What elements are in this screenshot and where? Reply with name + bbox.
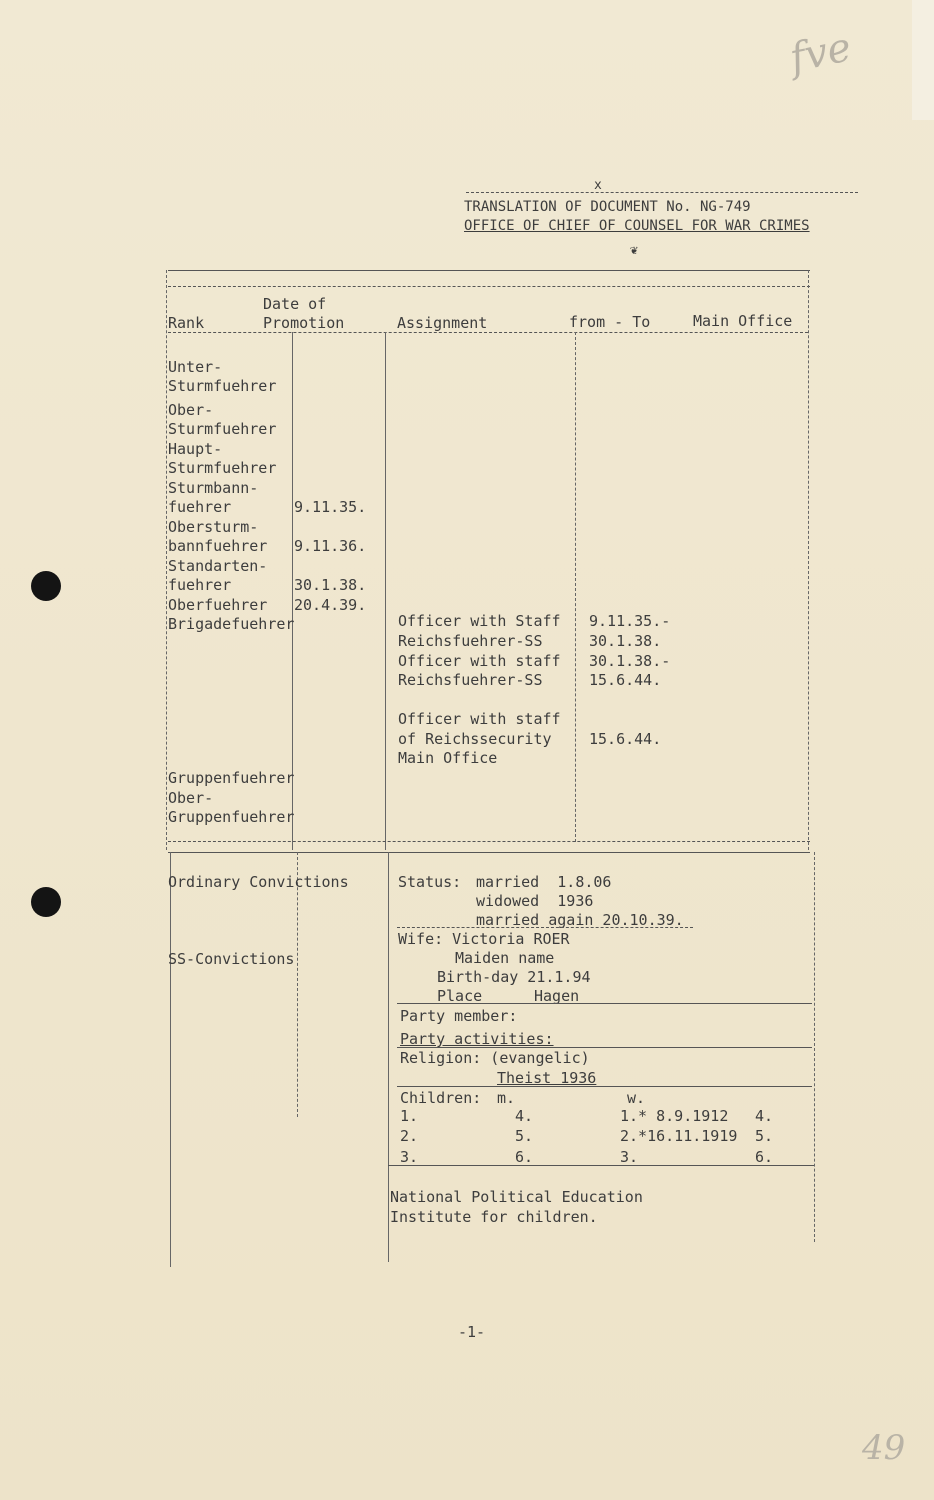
status-entry: married again 20.10.39. (476, 911, 684, 929)
table-left-border (166, 270, 167, 850)
child-cell: 3. (620, 1148, 639, 1166)
child-cell: 3. (400, 1148, 419, 1166)
children-female-header: w. (627, 1089, 646, 1107)
wife-name: Wife: Victoria ROER (398, 930, 570, 948)
promotion-date: 9.11.36. (294, 537, 367, 555)
party-member-label: Party member: (400, 1007, 518, 1025)
section-divider (168, 841, 810, 842)
rank-entry: Haupt- (168, 440, 223, 458)
column-divider-2 (385, 332, 386, 850)
header-title-line2: OFFICE OF CHIEF OF COUNSEL FOR WAR CRIMES (464, 218, 810, 234)
table-top-rule-2 (168, 286, 810, 287)
rank-entry: fuehrer (168, 576, 232, 594)
header-title-line1: TRANSLATION OF DOCUMENT No. NG-749 (464, 199, 751, 215)
education-line1: National Political Education (390, 1188, 643, 1206)
child-cell: 5. (755, 1127, 774, 1145)
assignment-entry: of Reichssecurity (398, 730, 552, 748)
header-rule-top (466, 192, 858, 193)
assignment-entry: Reichsfuehrer-SS (398, 671, 543, 689)
column-header-date-of: Date of (263, 295, 327, 313)
lower-left-border (170, 852, 171, 1267)
child-cell: 6. (755, 1148, 774, 1166)
status-entry: widowed 1936 (476, 892, 594, 910)
rank-entry: Sturmfuehrer (168, 459, 277, 477)
child-cell: 6. (515, 1148, 534, 1166)
table-top-rule (168, 270, 810, 271)
rank-entry: bannfuehrer (168, 537, 268, 555)
child-cell: 4. (515, 1107, 534, 1125)
wife-maiden-name: Maiden name (455, 949, 555, 967)
column-divider-3 (575, 332, 576, 842)
punch-hole-bottom (31, 887, 61, 917)
status-underline (397, 927, 693, 928)
promotion-date: 9.11.35. (294, 498, 367, 516)
rank-entry: Ober- (168, 789, 214, 807)
from-to-entry: 9.11.35.- (589, 612, 671, 630)
party-activities-label: Party activities: (400, 1030, 554, 1048)
rank-entry: Sturmfuehrer (168, 420, 277, 438)
assignment-entry: Officer with Staff (398, 612, 561, 630)
child-cell: 5. (515, 1127, 534, 1145)
child-cell: 2. (400, 1127, 419, 1145)
promotion-date: 30.1.38. (294, 576, 367, 594)
rank-entry: Sturmfuehrer (168, 377, 277, 395)
column-header-main-office: Main Office (693, 312, 793, 330)
ss-convictions-label: SS-Convictions (168, 950, 295, 968)
punch-hole-top (31, 571, 61, 601)
lower-divider-2 (388, 852, 389, 1262)
header-ornament: ❦ (630, 243, 638, 258)
column-header-from-to: from - To (569, 313, 651, 331)
religion-underline (397, 1086, 812, 1087)
column-header-rank: Rank (168, 314, 205, 332)
wife-place-label: Place (437, 987, 483, 1005)
wife-place: Hagen (534, 987, 580, 1005)
rank-entry: Ober- (168, 401, 214, 419)
child-cell: 1. (400, 1107, 419, 1125)
status-label: Status: (398, 873, 462, 891)
pencil-folio-number: 49 (862, 1428, 906, 1468)
party-underline (397, 1047, 812, 1048)
rank-entry: Obersturm- (168, 518, 259, 536)
children-underline (388, 1165, 814, 1166)
children-label: Children: (400, 1089, 482, 1107)
rank-entry: Oberfuehrer (168, 596, 268, 614)
assignment-entry: Main Office (398, 749, 498, 767)
from-to-entry: 15.6.44. (589, 671, 662, 689)
religion-entry: Religion: (evangelic) (400, 1049, 590, 1067)
table-right-border (808, 270, 809, 850)
rank-entry: fuehrer (168, 498, 232, 516)
lower-right-border (814, 852, 815, 1242)
rank-entry: Standarten- (168, 557, 268, 575)
rank-entry: Sturmbann- (168, 479, 259, 497)
assignment-entry: Officer with staff (398, 710, 561, 728)
section-divider-2 (168, 852, 810, 853)
child-cell: 1.* 8.9.1912 (620, 1107, 729, 1125)
header-mark: x (594, 178, 602, 193)
from-to-entry: 30.1.38.- (589, 652, 671, 670)
education-line2: Institute for children. (390, 1208, 598, 1226)
wife-underline (397, 1003, 812, 1004)
assignment-entry: Reichsfuehrer-SS (398, 632, 543, 650)
promotion-date: 20.4.39. (294, 596, 367, 614)
rank-entry: Brigadefuehrer (168, 615, 295, 633)
child-cell: 2.*16.11.1919 (620, 1127, 738, 1145)
child-cell: 4. (755, 1107, 774, 1125)
wife-birthday: Birth-day 21.1.94 (437, 968, 591, 986)
header-underline (168, 332, 808, 333)
paper-edge (912, 0, 934, 120)
rank-entry: Gruppenfuehrer (168, 769, 295, 787)
column-header-promotion: Promotion (263, 314, 345, 332)
column-header-assignment: Assignment (397, 314, 488, 332)
status-entry: married 1.8.06 (476, 873, 612, 891)
from-to-entry: 30.1.38. (589, 632, 662, 650)
rank-entry: Unter- (168, 358, 223, 376)
from-to-entry: 15.6.44. (589, 730, 662, 748)
rank-entry: Gruppenfuehrer (168, 808, 295, 826)
ordinary-convictions-label: Ordinary Convictions (168, 873, 349, 891)
children-male-header: m. (497, 1089, 516, 1107)
assignment-entry: Officer with staff (398, 652, 561, 670)
theist-entry: Theist 1936 (497, 1069, 597, 1087)
page-number: -1- (458, 1323, 486, 1341)
pencil-initials: fve (785, 24, 856, 82)
